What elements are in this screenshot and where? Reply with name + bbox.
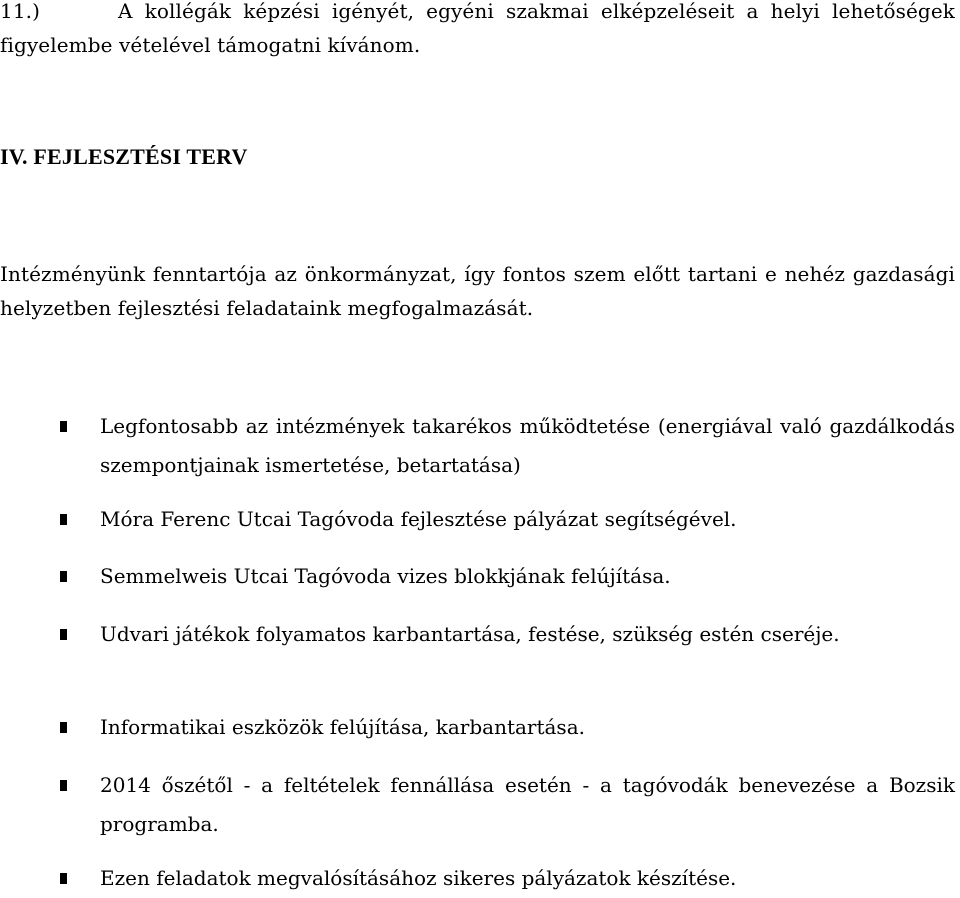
list-item-text: 2014 őszétől - a feltételek fennállása esetén - a tagóvodák benevezése a Bozsik programba. (100, 773, 955, 836)
square-bullet-icon (60, 421, 67, 432)
section-intro-paragraph: Intézményünk fenntartója az önkormányzat, így fontos szem előtt tartani e nehéz gazdasági helyzetben fejlesztési feladataink megfogalmazását. (0, 262, 955, 320)
square-bullet-icon (60, 629, 67, 640)
list-item-text: Informatikai eszközök felújítása, karbantartása. (100, 715, 585, 739)
list-item-text: Udvari játékok folyamatos karbantartása, festése, szükség estén cseréje. (100, 622, 840, 646)
square-bullet-icon (60, 722, 67, 733)
list-item-text: Legfontosabb az intézmények takarékos működtetése (energiával való gazdálkodás szempontjainak ismertetése, betartatása) (100, 414, 955, 477)
square-bullet-icon (60, 571, 67, 582)
square-bullet-icon (60, 514, 67, 525)
numbered-paragraph-11 (0, 0, 955, 62)
paragraph-number: 11.) (0, 0, 41, 23)
section-heading: IV. FEJLESZTÉSI TERV (0, 144, 248, 169)
list-item-text: Móra Ferenc Utcai Tagóvoda fejlesztése pályázat segítségével. (100, 507, 737, 531)
square-bullet-icon (60, 873, 67, 884)
paragraph-text: A kollégák képzési igényét, egyéni szakmai elképzeléseit a helyi lehetőségek figyelembe vételével támogatni kívánom. (0, 0, 955, 57)
list-item-text: Semmelweis Utcai Tagóvoda vizes blokkjának felújítása. (100, 564, 671, 588)
list-item-text: Ezen feladatok megvalósításához sikeres pályázatok készítése. (100, 866, 737, 890)
square-bullet-icon (60, 780, 67, 791)
